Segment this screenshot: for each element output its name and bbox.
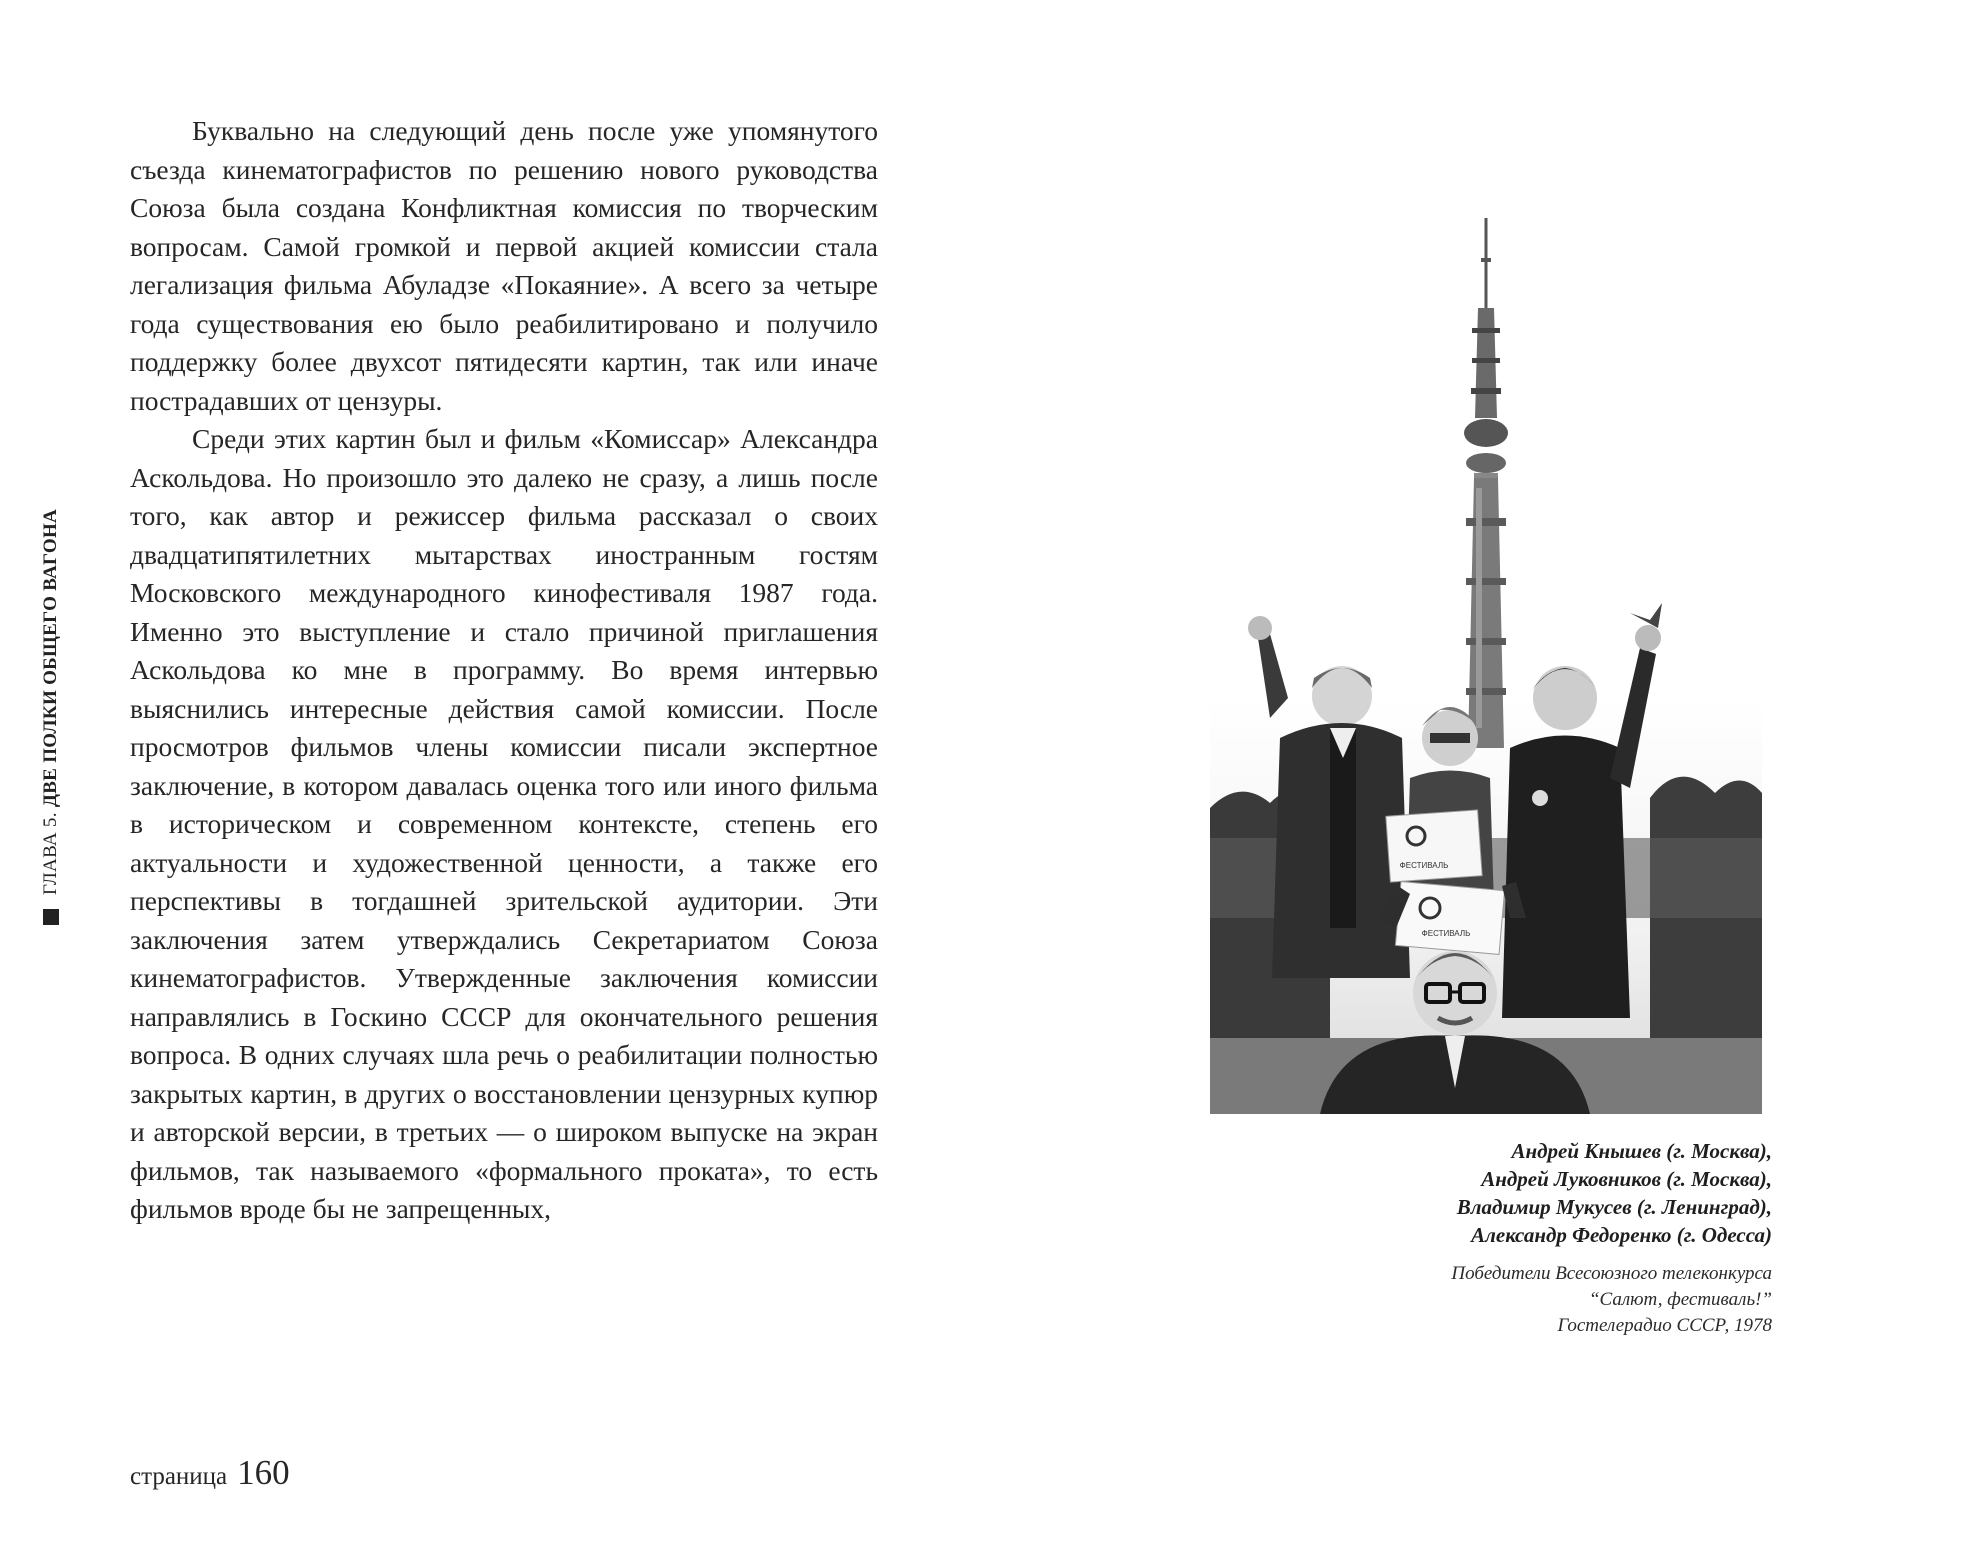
paragraph-2: Среди этих картин был и фильм «Комиссар» Александра Аскольдова. Но произошло это далеко не сразу, а лишь после того, как автор и режиссер фильма рассказал о своих двадцатипятилетних мытарствах иностранным гостям Московского международного кинофестиваля 1987 года. Именно это выступление и стало причиной приглашения Аскольдова ко мне в программу. Во время интервью выяснились интересные действия самой комиссии. После просмотров фильмов члены комиссии писали экспертное заключение, в котором давалась оценка того или иного фильма в историческом и современном контексте, степень его актуальности и художественной ценности, а также его перспективы в тогдашней зрительской аудитории. Эти заключения затем утверждались Секретариатом Союза кинематографистов. Утвержденные заключения комиссии направлялись в Госкино СССР для окончательного решения вопроса. В одних случаях шла речь о реабилитации полностью закрытых картин, в других о восстановлении цензурных купюр и авторской версии, в третьих — о широком выпуске на экран фильмов, так называемого «формального проката», то есть фильмов вроде бы не запрещенных,	[130, 423, 878, 1224]
photo-tower-group	[1210, 218, 1762, 1114]
photo-tower-group-icon	[1210, 218, 1762, 1114]
card-2	[1395, 882, 1504, 955]
paragraph-1: Буквально на следующий день после уже упомянутого съезда кинематографистов по решению нового руководства Союза была создана Конфликтная комиссия по творческим вопросам. Самой громкой и первой акцией комиссии стала легализация фильма Абуладзе «Покаяние». А всего за четыре года существования ею было реабилитировано и получило поддержку более двухсот пятидесяти картин, так или иначе пострадавших от цензуры.	[130, 115, 878, 416]
caption-name-3: Владимир Мукусев (г. Ленинград),	[1456, 1195, 1772, 1219]
caption-names	[1210, 1137, 1772, 1249]
chapter-sidebar	[36, 505, 66, 925]
card-2-text: ФЕСТИВАЛЬ	[1421, 929, 1471, 938]
caption-sub-1: Победители Всесоюзного телеконкурса	[1451, 1263, 1772, 1284]
photo-caption	[1210, 1137, 1772, 1339]
page-footer	[130, 1453, 290, 1495]
card-1	[1386, 810, 1482, 882]
chapter-number: ГЛАВА 5.	[40, 812, 61, 895]
page-number: 160	[237, 1453, 290, 1492]
caption-name-2: Андрей Луковников (г. Москва),	[1481, 1167, 1772, 1191]
chapter-heading	[40, 509, 62, 895]
chapter-marker-square-icon	[43, 909, 59, 925]
caption-name-4: Александр Федоренко (г. Одесса)	[1471, 1223, 1772, 1247]
page-label: страница	[130, 1463, 228, 1490]
chapter-title: ДВЕ ПОЛКИ ОБЩЕГО ВАГОНА	[40, 508, 61, 808]
body-text	[130, 112, 878, 1229]
caption-description	[1210, 1261, 1772, 1339]
caption-sub-3: Гостелерадио СССР, 1978	[1557, 1315, 1772, 1336]
caption-sub-2: “Салют, фестиваль!”	[1588, 1289, 1772, 1310]
caption-name-1: Андрей Кнышев (г. Москва),	[1511, 1139, 1772, 1163]
card-1-text: ФЕСТИВАЛЬ	[1399, 861, 1449, 870]
chapter-sidebar-inner	[36, 505, 66, 925]
